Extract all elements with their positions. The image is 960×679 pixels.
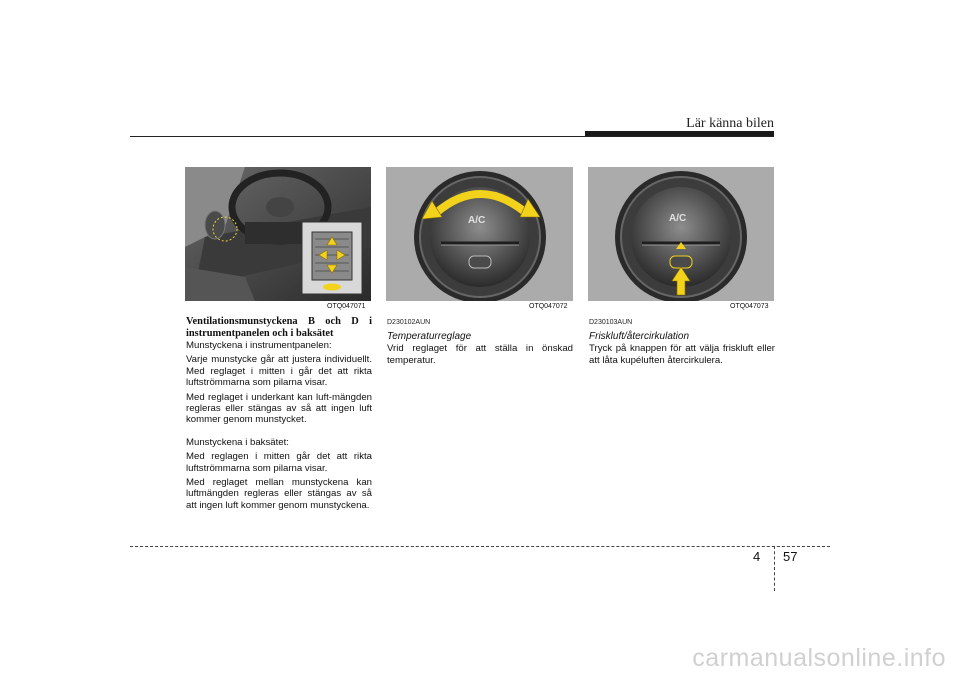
recirculation-knob-image: [588, 167, 774, 301]
figure-caption: OTQ047073: [730, 303, 769, 310]
page-number: 57: [783, 549, 798, 564]
section-heading: Temperaturreglage: [387, 331, 472, 343]
paragraph: Munstyckena i instrumentpanelen:: [186, 340, 332, 351]
column-ventilation: [186, 316, 372, 511]
column-temperature: [387, 317, 573, 366]
dashboard-vent-photo: [185, 167, 371, 301]
paragraph: Med reglaget i underkant kan luft-mängden regleras eller stängas av så att ingen luft kommer genom munstycket.: [186, 391, 372, 426]
footer-rule: [130, 546, 830, 547]
footer-separator: [774, 546, 775, 591]
section-heading: Ventilationsmunstyckena B och D i instrumentpanelen och i baksätet: [186, 316, 372, 339]
paragraph: Med reglagen i mitten går det att rikta luftströmmarna som pilarna visar.: [186, 451, 372, 474]
watermark: carmanualsonline.info: [692, 644, 946, 672]
paragraph: Munstyckena i baksätet:: [186, 436, 289, 448]
figure-caption: OTQ047071: [327, 303, 366, 310]
paragraph: Varje munstycke går att justera individuellt. Med reglaget i mitten i går det att rikta luftströmmarna som pilarna visar.: [186, 354, 372, 389]
column-recirculation: [589, 317, 775, 366]
header-rule: [130, 136, 774, 137]
section-code: D230102AUN: [387, 319, 431, 326]
ac-label: A/C: [669, 213, 687, 224]
paragraph: Med reglaget mellan munstyckena kan luftmängden regleras eller stängas av så att ingen luft kommer genom munstyckena.: [186, 477, 372, 511]
paragraph: Vrid reglaget för att ställa in önskad temperatur.: [387, 343, 573, 366]
ac-label: A/C: [468, 215, 486, 226]
running-header-title: Lär känna bilen: [686, 116, 774, 131]
chapter-number: 4: [753, 549, 761, 564]
section-heading: Friskluft/återcirkulation: [589, 331, 690, 343]
paragraph: Tryck på knappen för att välja friskluft eller att låta kupéluften återcirkulera.: [589, 343, 775, 366]
temperature-knob-image: [386, 167, 573, 301]
section-code: D230103AUN: [589, 319, 633, 326]
figure-caption: OTQ047072: [529, 303, 568, 310]
